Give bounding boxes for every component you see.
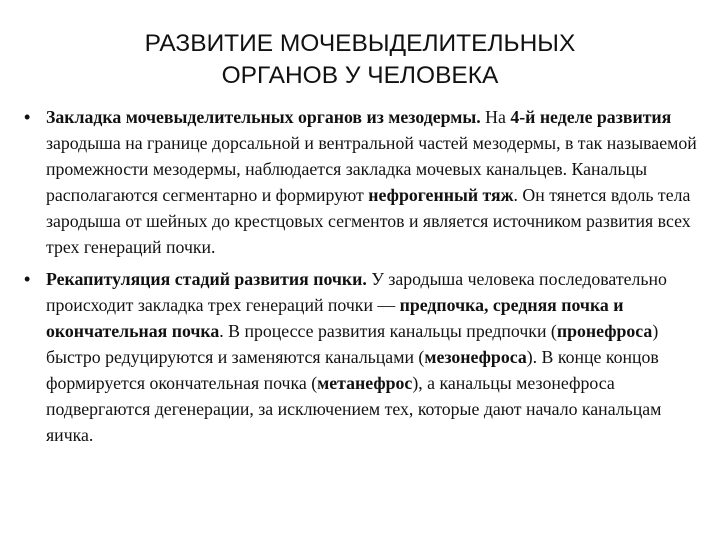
bullet-2-part-8: ). В конце концов формируется окончательная почка ( [46,347,659,393]
bullet-1-part-5: нефрогенный тяж [368,185,514,205]
bullet-1-part-1: Закладка мочевыделительных органов из мезодермы. [46,107,481,127]
bullet-item-1 [20,104,702,260]
bullet-dot-icon: • [24,107,31,127]
bullet-2-part-4: . В процессе развития канальцы предпочки ( [219,321,557,341]
slide-title-line-2: ОРГАНОВ У ЧЕЛОВЕКА [221,62,499,89]
slide-title-line-1: РАЗВИТИЕ МОЧЕВЫДЕЛИТЕЛЬНЫХ [144,30,576,57]
slide-title [20,28,700,92]
bullet-2-part-10: ), а канальцы мезонефроса подвергаются дегенерации, за исключением тех, которые дают начало канальцам яичка. [46,373,662,445]
bullet-dot-icon: • [24,269,31,289]
bullet-text-1 [46,104,702,260]
slide-body [20,104,702,454]
bullet-2-part-3: предпочка, средняя почка и окончательная почка [46,295,624,341]
bullet-2-part-5: пронефроса [556,321,653,341]
bullet-2-part-1: Рекапитуляция стадий развития почки. [46,269,367,289]
bullet-2-part-2: У зародыша человека последовательно происходит закладка трех генераций почки — [46,269,667,315]
bullet-1-part-2: На [480,107,511,127]
bullet-1-part-6: . Он тянется вдоль тела зародыша от шейных до крестцовых сегментов и является источником развития всех трех генераций почки. [46,185,691,257]
bullet-item-2 [20,266,702,448]
bullet-1-part-4: зародыша на границе дорсальной и вентральной частей мезодермы, в так называемой промежности мезодермы, наблюдается закладка мочевых канальцев. Канальцы располагаются сегментарно и формируют [46,133,697,205]
bullet-1-part-3: 4-й неделе развития [510,107,672,127]
bullet-text-2 [46,266,702,448]
bullet-2-part-7: мезонефроса [424,347,527,367]
bullet-2-part-9: метанефрос [317,373,413,393]
bullet-2-part-6: ) быстро редуцируются и заменяются канальцами ( [46,321,659,367]
